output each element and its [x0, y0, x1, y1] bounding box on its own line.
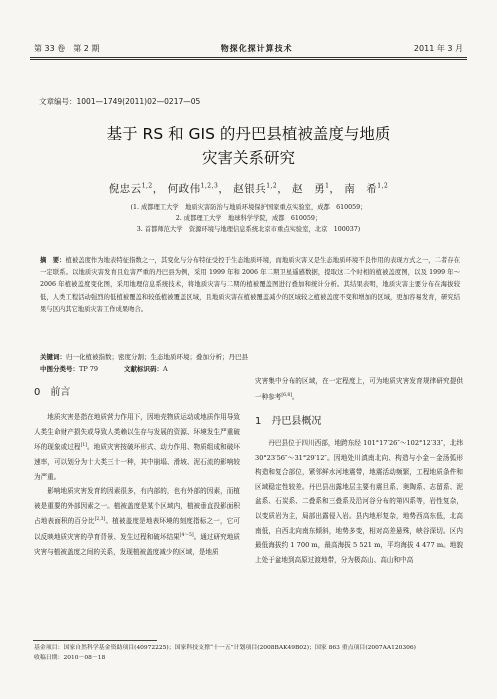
author-affiliation-mark: 1,2 — [266, 182, 278, 190]
keywords-label: 关键词： — [40, 353, 66, 361]
body-paragraph — [34, 484, 240, 559]
keywords — [40, 351, 460, 363]
header-rule-thin — [30, 59, 467, 60]
body-text: 影响地质灾害发育的因素很多，有内部的，也有外部的因素，而植被是重要的外部因素之一。植被盖度是某个区域内，植被垂直投影面积占地表面积的百分比 — [34, 487, 240, 526]
right-column-body — [255, 436, 463, 567]
keywords-text: 归一化植被指数；密度分割；生态地质环境；叠加分析；丹巴县 — [66, 353, 248, 361]
body-text: 。植被盖度是地表环境的刻度指标之一，它可以反映地质灾害的孕育背景、发生过程和破坏结果 — [34, 517, 241, 542]
received-date: 收稿日期：2010－08－18 — [34, 655, 106, 661]
footnote-rule — [33, 640, 157, 641]
author-affiliation-mark: 1,2 — [377, 182, 389, 190]
document-code-label: 文献标识码： — [124, 365, 164, 373]
affiliations — [0, 202, 497, 235]
body-text: 地质灾害是指在地质营力作用下，因地壳物质运动或地质作用导致人类生命财产损失或导致人类赖以生存与发展的资源、环境发生严重破坏的现象或过程 — [34, 413, 240, 452]
body-paragraph: 丹巴县位于四川西部，地跨东经 101°17′26″～102°12′33″，北纬 30°23′56″～31°29′12″。因地处川滇南北向、构造与小金－金汤弧形构造和复合部位，紧邻鲜水河地震带，地震活动频繁，工程地质条件和区域稳定性较差。丹巴县出露地层主要有震旦系、奥陶系、志留系、泥盆系、石炭系、二叠系和三叠系及沿河谷分布的第四系等，岩性复杂，以变质岩为主，局部出露侵入岩。县内地形复杂，地势西高东低，北高南低，自西北向南东倾斜，地势多变，相对高差悬殊，峡谷深切。区内最低海拔约 1 700 m，最高海拔 5 521 m，平均海拔 4 477 m。地貌上处于盆地到高原过渡地带，分为极高山、高山和中高 — [255, 439, 463, 564]
running-header — [34, 41, 463, 55]
body-text: 灾害集中分布的区域，在一定程度上，可为地质灾害发育规律研究提供一种参考 — [255, 377, 463, 401]
running-header-volume: 第 33 卷 第 2 期 — [34, 43, 100, 53]
author-name: 何政伟 — [167, 183, 201, 195]
classification-line — [40, 364, 460, 373]
clc-label: 中图分类号： — [40, 365, 79, 373]
running-header-journal: 物探化探计算技术 — [220, 43, 293, 53]
affiliation-line: (1. 成都理工大学 地质灾害防治与地质环境保护国家重点实验室，成都 610059； — [130, 204, 367, 211]
funding-note: 基金项目：国家自然科学基金资助项目(40972225)；国家科技支撑“十一五”计划项目(2008BAK49B02)；国家 863 重点项目(2007AA120306) — [34, 645, 416, 651]
citation-mark: [2,3] — [94, 517, 106, 523]
document-code-value: A — [163, 365, 168, 373]
author-list: 倪忠云$^{1,2}$， 何政伟$^{1,2,3}$， 赵银兵$^{1,2}$， 赵 勇$^1$， 南 希$^{1,2}$ — [108, 182, 389, 195]
section-heading-preface: 0 前言 — [34, 387, 71, 398]
header-rule-thick — [30, 57, 467, 58]
citation-mark: [1] — [80, 443, 87, 449]
paper-title-line1: 基于 RS 和 GIS 的丹巴县植被盖度与地质 — [106, 125, 391, 143]
body-text: 。 — [292, 392, 299, 401]
clc-value: TP 79 — [79, 365, 99, 373]
running-header-date: 2011 年 3 月 — [413, 43, 463, 53]
author-name: 南 希 — [344, 183, 378, 195]
author-name: 赵银兵 — [233, 183, 267, 195]
author-affiliation-mark: 1 — [325, 182, 330, 190]
body-text: 。地质灾害按破坏形式、动力作用、物质组成和破坏速率，可以划分为十大类三十一种，其中崩塌、滑坡、泥石流的影响较为严重。 — [34, 443, 241, 481]
paper-title — [0, 122, 497, 170]
affiliation-line: 3. 首都师范大学 资源环境与地理信息系统北京市重点实验室，北京 100037) — [136, 226, 361, 233]
author-affiliation-mark: 1,2,3 — [200, 182, 219, 190]
body-text: 。通过研究地质灾害与植被盖度之间的关系，发现植被盖度减少的区域，是地质 — [34, 533, 240, 556]
article-number: 文章编号：1001—1749(2011)02—0217—05 — [39, 97, 201, 106]
abstract — [40, 255, 460, 316]
body-paragraph-continued — [255, 374, 463, 404]
section-heading-overview: 1 丹巴县概况 — [255, 416, 322, 427]
author-name: 倪忠云 — [108, 183, 142, 195]
affiliation-line: 2. 成都理工大学 地球科学学院，成都 610059； — [175, 215, 322, 222]
abstract-text: 植被盖度作为地表特征指数之一，其变化与分布特征受控于生态地质环境，而地质灾害又是生态地质环境不良作用的表现方式之一，二者存在一定联系。以地质灾害发育且危害严重的丹巴县为例，采用 1999 年和 2006 年二期卫星遥感数据，提取这二个时相的植被盖度图，以及 1999 年～2006 年植被盖度变化图，采用地理信息系统技术，将地质灾害与二期的植被覆盖图进行叠加和统计分析。其结果表明，地质灾害主要分布在海拔较低，人类工程活动强烈的低植被覆盖和较低植被覆盖区域，且地质灾害在植被覆盖减少的区域较之植被盖度不变和增加的区域，更加容易发育，研究结果与区内其它地质灾害工作成果吻合。 — [40, 257, 461, 313]
left-column-body — [34, 410, 240, 560]
paper-title-line2: 灾害关系研究 — [201, 149, 295, 167]
abstract-label: 摘 要： — [40, 257, 66, 264]
right-column-continuation — [255, 374, 463, 404]
citation-mark: [4～5] — [179, 533, 194, 539]
author-name: 赵 勇 — [292, 183, 326, 195]
footnote — [34, 643, 464, 663]
citation-mark: [6,8] — [281, 392, 293, 398]
body-paragraph — [34, 410, 240, 484]
author-affiliation-mark: 1,2 — [141, 182, 153, 190]
